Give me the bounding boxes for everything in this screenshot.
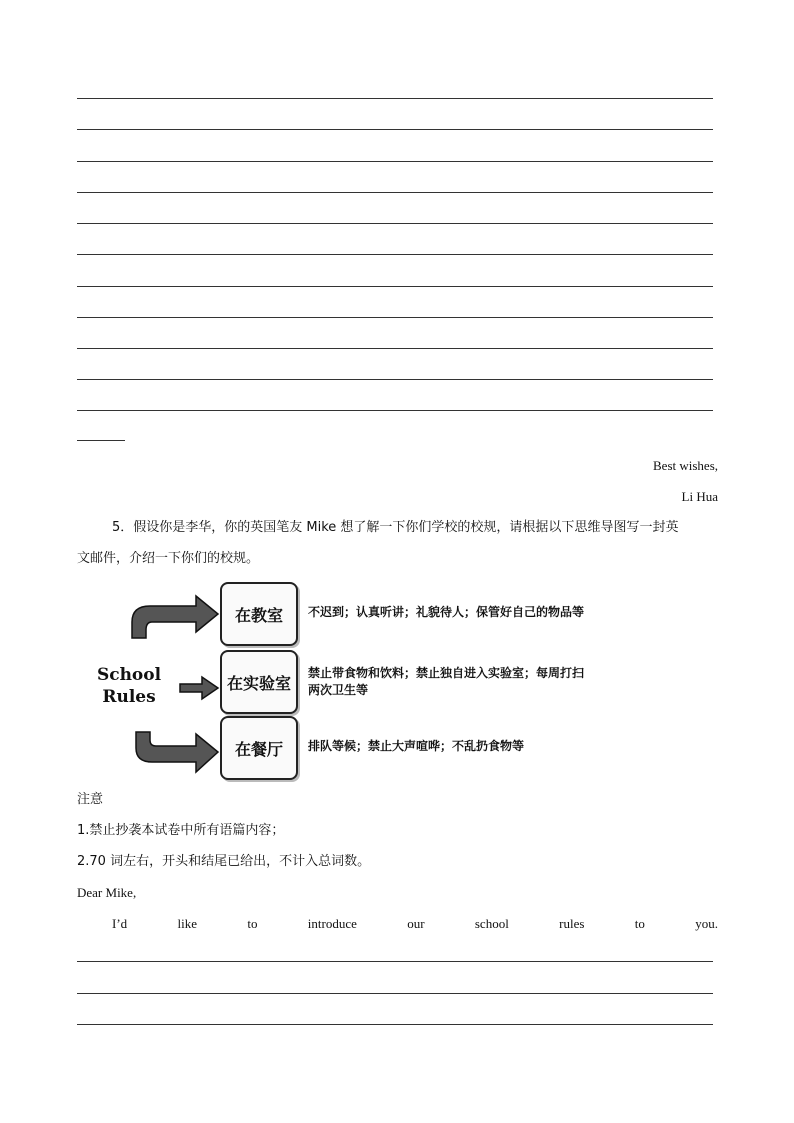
- writing-line: [77, 161, 713, 162]
- prompt-line-1: 假设你是李华，你的英国笔友 Mike 想了解一下你们学校的校规，请根据以下思维导图写一封英: [133, 520, 679, 535]
- prompt-line-2: 文邮件，介绍一下你们的校规。: [77, 551, 260, 566]
- arrow-middle-icon: [180, 677, 218, 699]
- opening-word: introduce: [307, 916, 357, 931]
- opening-word: school: [474, 916, 509, 931]
- arrow-bottom-icon: [136, 732, 218, 772]
- letter-greeting: Dear Mike,: [77, 885, 137, 900]
- rules-canteen: 排队等候；禁止大声喧哗；不乱扔食物等: [308, 739, 525, 753]
- mindmap-center-line-2: Rules: [102, 687, 156, 707]
- writing-line: [77, 223, 713, 224]
- opening-word: to: [634, 916, 645, 931]
- writing-line: [77, 348, 713, 349]
- school-rules-mindmap: [90, 572, 650, 792]
- question-number: 5．: [112, 520, 134, 535]
- rules-lab: [308, 665, 648, 699]
- arrow-top-icon: [132, 596, 218, 638]
- node-classroom: 在教室: [220, 582, 298, 646]
- signoff-closing: Best wishes,: [653, 458, 718, 473]
- writing-line: [77, 286, 713, 287]
- signoff-name: Li Hua: [681, 489, 718, 504]
- opening-word: you.: [695, 916, 718, 931]
- writing-line: [77, 379, 713, 380]
- opening-word: I’d: [112, 916, 128, 931]
- writing-line: [77, 98, 713, 99]
- letter-opening-line: [112, 916, 718, 932]
- rules-lab-line-2: 两次卫生等: [308, 683, 369, 697]
- mindmap-center-line-1: School: [96, 665, 162, 685]
- notes-heading: 注意: [77, 792, 104, 807]
- opening-word: our: [407, 916, 425, 931]
- writing-line: [77, 129, 713, 130]
- answer-line[interactable]: [77, 1024, 713, 1025]
- writing-line: [77, 317, 713, 318]
- writing-line: [77, 254, 713, 255]
- opening-word: like: [177, 916, 197, 931]
- opening-word: rules: [559, 916, 585, 931]
- answer-line[interactable]: [77, 961, 713, 962]
- notes-item-2: 2.70 词左右，开头和结尾已给出，不计入总词数。: [77, 854, 371, 869]
- notes-item-1: 1.禁止抄袭本试卷中所有语篇内容；: [77, 823, 285, 838]
- writing-line: [77, 192, 713, 193]
- opening-word: to: [247, 916, 258, 931]
- question-5-prompt: [112, 520, 678, 536]
- rules-lab-line-1: 禁止带食物和饮料；禁止独自进入实验室；每周打扫: [308, 666, 585, 680]
- rules-classroom: 不迟到；认真听讲；礼貌待人；保管好自己的物品等: [308, 605, 585, 619]
- mindmap-center: [94, 664, 164, 708]
- answer-line[interactable]: [77, 993, 713, 994]
- writing-line-short: [77, 440, 125, 441]
- node-canteen: 在餐厅: [220, 716, 298, 780]
- node-lab: 在实验室: [220, 650, 298, 714]
- writing-line: [77, 410, 713, 411]
